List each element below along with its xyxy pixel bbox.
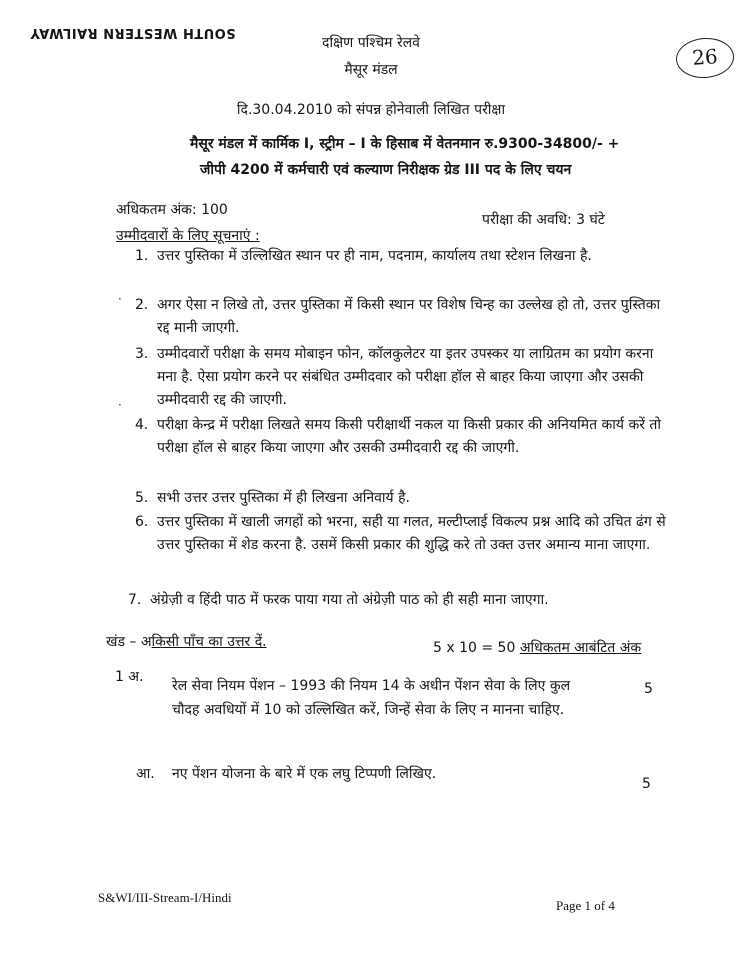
- subject-line-2: जीपी 4200 में कर्मचारी एवं कल्याण निरीक्षक ग्रेड III पद के लिए चयन: [200, 162, 572, 178]
- question-marks: 5: [644, 681, 653, 697]
- question-text: नए पेंशन योजना के बारे में एक लघु टिप्पणी लिखिए.: [172, 766, 437, 782]
- section-label: खंड – अ: [106, 634, 152, 650]
- max-marks: अधिकतम अंक: 100: [116, 202, 228, 218]
- marks-formula: 5 x 10 = 50: [433, 640, 516, 656]
- instruction-item: 2. अगर ऐसा न लिखे तो, उत्तर पुस्तिका में किसी स्थान पर विशेष चिन्ह का उल्लेख हो तो, उत्तर पुस्तिका रद्द मानी जाएगी.: [135, 297, 661, 336]
- instruction-item: 7. अंग्रेज़ी व हिंदी पाठ में फरक पाया गया तो अंग्रेज़ी पाठ को ही सही माना जाएगा.: [128, 592, 549, 608]
- subject-line-1: मैसूर मंडल में कार्मिक I, स्ट्रीम – I के हिसाब में वेतनमान रु.9300-34800/- +: [190, 136, 620, 152]
- instructions-heading: उम्मीदवारों के लिए सूचनाएं :: [116, 228, 260, 244]
- section-marks: [433, 638, 641, 657]
- question-number: आ.: [136, 766, 155, 782]
- question-marks: 5: [642, 776, 651, 792]
- instruction-item: 3. उम्मीदवारों परीक्षा के समय मोबाइन फोन, कॉलकुलेटर या इतर उपस्कर या लाग्रितम का प्रयोग करना मना है. ऐसा प्रयोग करने पर संबंधित उम्मीदवार को परीक्षा हॉल से बाहर किया जाएगा और उसकी उम्मीदवारी रद्द की जाएगी.: [135, 346, 654, 408]
- question-text: रेल सेवा नियम पेंशन – 1993 की नियम 14 के अधीन पेंशन सेवा के लिए कुल चौदह अवधियों में 10 को उल्लिखित करें, जिन्हें सेवा के लिए न मानना चाहिए.: [172, 678, 571, 718]
- document-code: S&WI/III-Stream-I/Hindi: [98, 890, 232, 905]
- marks-label: अधिकतम आबंटित अंक: [519, 640, 642, 656]
- instruction-item: 6. उत्तर पुस्तिका में खाली जगहों को भरना, सही या गलत, मल्टीप्लाई विकल्प प्रश्न आदि को उचित ढंग से उत्तर पुस्तिका में शेड करना है. उसमें किसी प्रकार की शुद्धि करे तो उक्त उत्तर अमान्य माना जाएगा.: [135, 514, 666, 553]
- instruction-item: 4. परीक्षा केन्द्र में परीक्षा लिखते समय किसी परीक्षार्थी नकल या किसी प्रकार की अनियमित कार्य करें तो परीक्षा हॉल से बाहर किया जाएगा और उसकी उम्मीदवारी रद्द की जाएगी.: [135, 417, 661, 456]
- exam-title: दि.30.04.2010 को संपन्न होनेवाली लिखित परीक्षा: [236, 102, 506, 118]
- instruction-item: 1. उत्तर पुस्तिका में उल्लिखित स्थान पर ही नाम, पदनाम, कार्यालय तथा स्टेशन लिखना है.: [135, 248, 592, 264]
- handwritten-page-number: 26: [675, 36, 736, 80]
- instruction-item: 5. सभी उत्तर उत्तर पुस्तिका में ही लिखना अनिवार्य है.: [135, 490, 410, 506]
- margin-mark: ·: [118, 398, 122, 412]
- margin-mark: ·: [118, 292, 122, 306]
- exam-duration: परीक्षा की अवधि: 3 घंटे: [482, 212, 605, 228]
- header-railway: दक्षिण पश्चिम रेलवे: [322, 35, 420, 51]
- section-instruction: किसी पाँच का उत्तर दें.: [151, 634, 267, 650]
- header-division: मैसूर मंडल: [344, 62, 398, 78]
- section-heading: [106, 632, 267, 651]
- railway-stamp: SOUTH WESTERN RAILWAY: [30, 25, 236, 40]
- page-number: Page 1 of 4: [556, 898, 615, 913]
- question-number: 1 अ.: [115, 669, 144, 685]
